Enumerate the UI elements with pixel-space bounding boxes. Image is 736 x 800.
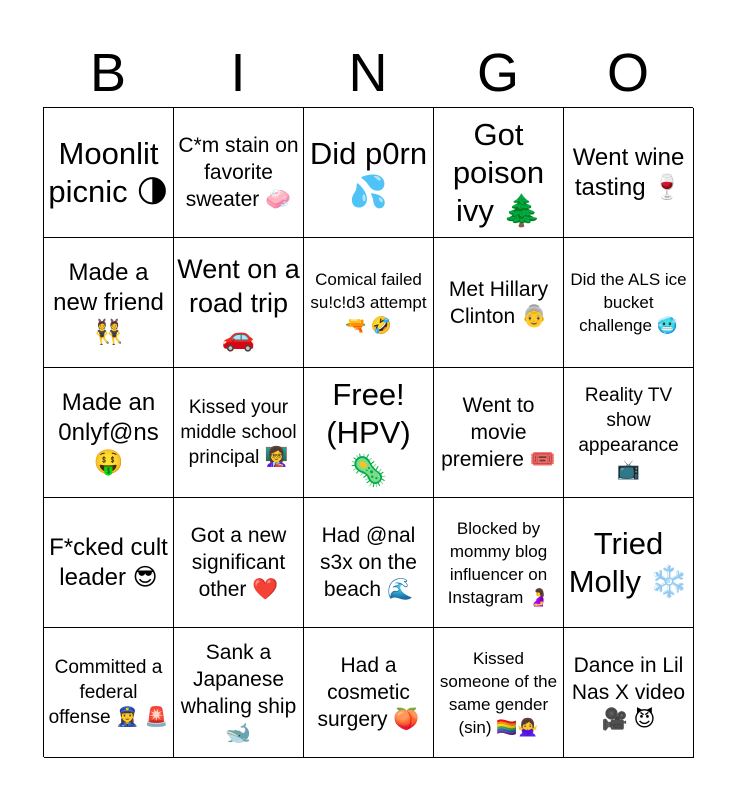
cell-text: C*m stain on favorite sweater 🧼 [178, 134, 299, 211]
cell-text: Got poison ivy 🌲 [452, 116, 545, 228]
bingo-cell-r2-c2[interactable] [174, 238, 304, 368]
cell-text: Got a new significant other ❤️ [190, 524, 287, 601]
bingo-cell-r3-c4[interactable] [434, 368, 564, 498]
bingo-grid [43, 107, 693, 757]
cell-text: Went on a road trip 🚗 [177, 253, 300, 352]
bingo-cell-r3-c2[interactable] [174, 368, 304, 498]
header-letter-o: O [606, 43, 649, 103]
cell-text: Kissed your middle school principal 👩‍🏫 [180, 397, 297, 468]
bingo-cell-r2-c3[interactable] [304, 238, 434, 368]
bingo-cell-r5-c5[interactable] [564, 628, 694, 758]
bingo-cell-r4-c5[interactable] [564, 498, 694, 628]
bingo-cell-r1-c2[interactable] [174, 108, 304, 238]
bingo-cell-r5-c3[interactable] [304, 628, 434, 758]
bingo-cell-r4-c2[interactable] [174, 498, 304, 628]
bingo-header [43, 40, 693, 106]
header-letter-i: I [230, 43, 246, 103]
bingo-cell-r5-c4[interactable] [434, 628, 564, 758]
bingo-cell-free[interactable] [304, 368, 434, 498]
bingo-cell-r3-c5[interactable] [564, 368, 694, 498]
bingo-cell-r4-c4[interactable] [434, 498, 564, 628]
bingo-cell-r1-c4[interactable] [434, 108, 564, 238]
bingo-cell-r5-c1[interactable] [44, 628, 174, 758]
cell-text: Made a new friend 👯 [53, 258, 164, 346]
cell-text: F*cked cult leader 😎 [49, 533, 168, 591]
cell-text: Blocked by mommy blog influencer on Instagram 🤰 [447, 518, 550, 607]
cell-text: Had a cosmetic surgery 🍑 [317, 654, 420, 731]
bingo-cell-r2-c5[interactable] [564, 238, 694, 368]
bingo-cell-r4-c3[interactable] [304, 498, 434, 628]
cell-text: Free! (HPV) 🦠 [326, 376, 411, 488]
header-letter-n: N [348, 43, 388, 103]
cell-text: Went wine tasting 🍷 [572, 143, 685, 201]
bingo-cell-r1-c1[interactable] [44, 108, 174, 238]
header-letter-g: G [476, 43, 519, 103]
bingo-cell-r1-c5[interactable] [564, 108, 694, 238]
cell-text: Made an 0nlyf@ns 🤑 [58, 388, 159, 476]
cell-text: Did the ALS ice bucket challenge 🥶 [570, 270, 687, 335]
cell-text: Did p0rn 💦 [309, 135, 428, 209]
bingo-cell-r5-c2[interactable] [174, 628, 304, 758]
cell-text: Comical failed su!c!d3 attempt 🔫 🤣 [310, 270, 427, 335]
cell-text: Dance in Lil Nas X video 🎥 😈 [571, 654, 686, 731]
cell-text: Moonlit picnic 🌗 [48, 135, 169, 209]
bingo-cell-r3-c1[interactable] [44, 368, 174, 498]
cell-text: Met Hillary Clinton 👵 [448, 277, 549, 328]
cell-text: Committed a federal offense 👮‍♀️ 🚨 [48, 657, 169, 728]
cell-text: Reality TV show appearance 📺 [578, 384, 679, 481]
cell-text: Kissed someone of the same gender (sin) 🏳️‍🌈🙅‍♀️ [439, 648, 558, 737]
bingo-cell-r2-c1[interactable] [44, 238, 174, 368]
cell-text: Had @nal s3x on the beach 🌊 [320, 524, 417, 601]
cell-text: Sank a Japanese whaling ship 🐋 [180, 640, 297, 745]
header-letter-b: B [89, 43, 127, 103]
bingo-cell-r2-c4[interactable] [434, 238, 564, 368]
bingo-cell-r1-c3[interactable] [304, 108, 434, 238]
bingo-cell-r4-c1[interactable] [44, 498, 174, 628]
cell-text: Went to movie premiere 🎟️ [441, 394, 556, 471]
cell-text: Tried Molly ❄️ [568, 525, 689, 599]
